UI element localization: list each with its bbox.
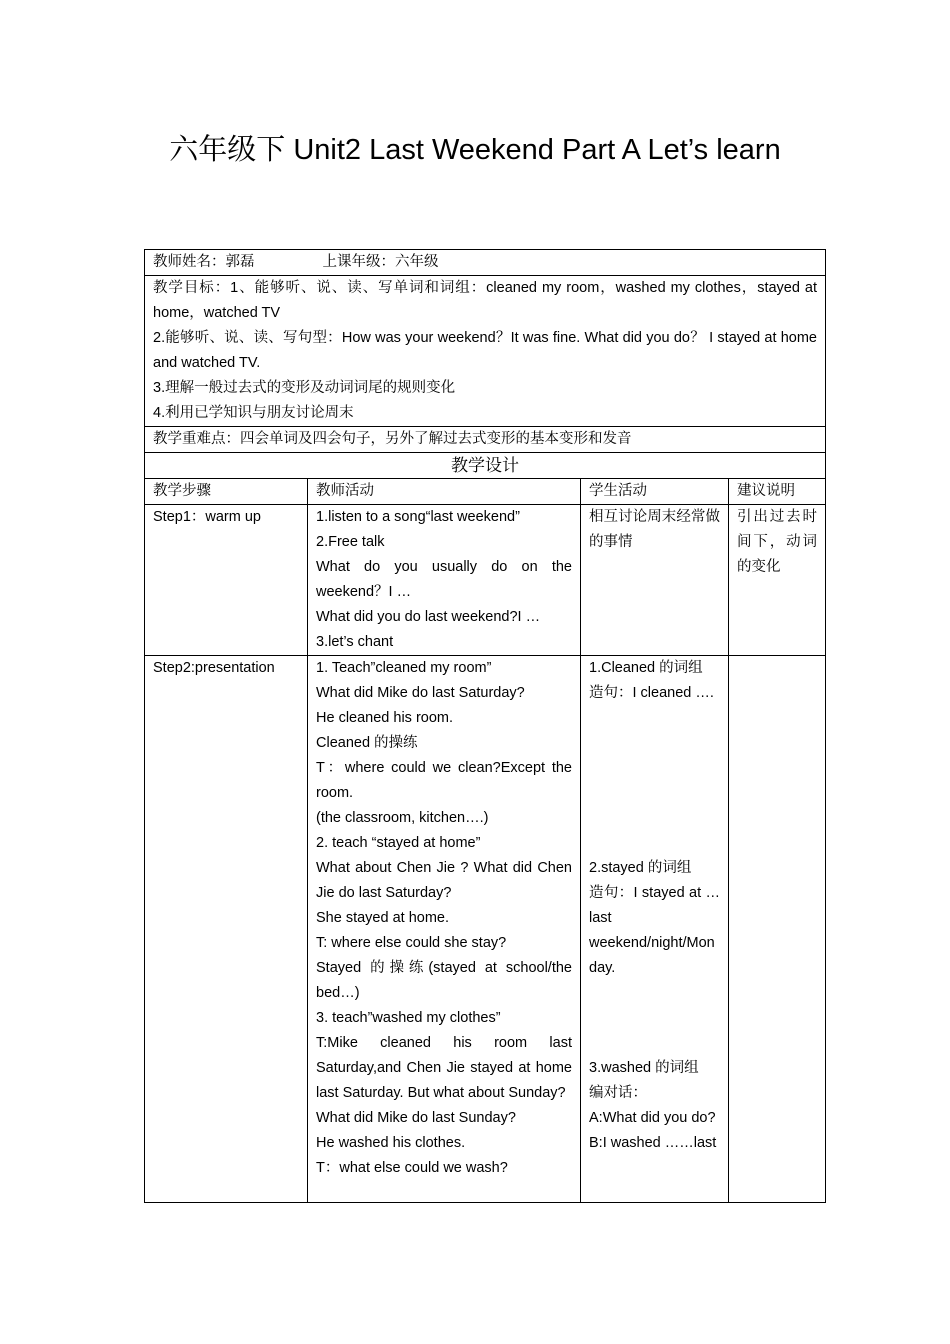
teacher-name: 教师姓名：郭磊 [153, 254, 255, 270]
teacher-line: What did you do last weekend?I … [316, 609, 541, 625]
step1-row [145, 505, 826, 656]
lesson-plan-table [144, 249, 826, 1203]
student-line: 造句：I cleaned …. [589, 685, 714, 701]
step1-student-activity: 相互讨论周末经常做的事情 [581, 505, 729, 656]
step1-note: 引出过去时间下，动词的变化 [729, 505, 826, 656]
teacher-line: He cleaned his room. [316, 710, 454, 726]
column-header-teacher: 教师活动 [308, 479, 581, 505]
key-points-cell: 教学重难点：四会单词及四会句子，另外了解过去式变形的基本变形和发音 [145, 427, 826, 453]
teacher-line: What about Chen Jie ? What did Chen Jie do last Saturday? [316, 860, 572, 901]
teacher-line: Stayed 的操练(stayed at school/the bed…) [316, 960, 572, 1001]
teacher-line: He washed his clothes. [316, 1135, 466, 1151]
header-row [145, 250, 826, 276]
teacher-line: What did Mike do last Sunday? [316, 1110, 516, 1126]
teacher-line: 2. teach “stayed at home” [316, 835, 481, 851]
step2-note [729, 656, 826, 1203]
teacher-line: T: where else could she stay? [316, 935, 507, 951]
teacher-line: T：what else could we wash? [316, 1160, 508, 1176]
objectives-row [145, 276, 826, 427]
key-points-row [145, 427, 826, 453]
step1-teacher-activity [308, 505, 581, 656]
objective-item: 4.利用已学知识与朋友讨论周末 [153, 405, 354, 421]
column-header-student: 学生活动 [581, 479, 729, 505]
teacher-info-cell [145, 250, 826, 276]
step2-name: Step2:presentation [145, 656, 308, 1203]
teacher-line: What did Mike do last Saturday? [316, 685, 525, 701]
design-title-row [145, 453, 826, 479]
column-header-row [145, 479, 826, 505]
step2-row [145, 656, 826, 1203]
teacher-line: 2.Free talk [316, 534, 385, 550]
teacher-line: 1. Teach”cleaned my room” [316, 660, 492, 676]
student-line: 1.Cleaned 的词组 [589, 660, 703, 676]
teacher-line: 3. teach”washed my clothes” [316, 1010, 501, 1026]
student-line: B:I washed ……last [589, 1135, 717, 1151]
step1-name: Step1：warm up [145, 505, 308, 656]
student-line: 造句：I stayed at …last weekend/night/Monday. [589, 885, 720, 976]
objective-item: 2.能够听、说、读、写句型：How was your weekend？It was fine. What did you do？ I stayed at home and watched TV. [153, 330, 817, 371]
teacher-line: (the classroom, kitchen….) [316, 810, 489, 826]
student-line: 2.stayed 的词组 [589, 860, 692, 876]
column-header-note: 建议说明 [729, 479, 826, 505]
teacher-line: Cleaned 的操练 [316, 735, 418, 751]
teacher-line: 1.listen to a song“last weekend” [316, 509, 520, 525]
teacher-line: What do you usually do on the weekend？I … [316, 559, 572, 600]
objective-item: 3.理解一般过去式的变形及动词词尾的规则变化 [153, 380, 456, 396]
teacher-line: T:Mike cleaned his room last Saturday,and Chen Jie stayed at home last Saturday. But what about Sunday? [316, 1035, 572, 1101]
teacher-line: She stayed at home. [316, 910, 449, 926]
teacher-line: T：where could we clean?Except the room. [316, 760, 572, 801]
teacher-line: 3.let’s chant [316, 634, 394, 650]
step2-student-activity [581, 656, 729, 1203]
document-title: 六年级下 Unit2 Last Weekend Part A Let’s learn [169, 134, 781, 166]
student-line: 编对话： [589, 1085, 647, 1101]
student-line: 3.washed 的词组 [589, 1060, 699, 1076]
objectives-cell [145, 276, 826, 427]
objective-item: 教学目标：1、能够听、说、读、写单词和词组：cleaned my room，washed my clothes，stayed at home，watched TV [153, 280, 817, 321]
design-title: 教学设计 [145, 453, 826, 479]
column-header-step: 教学步骤 [145, 479, 308, 505]
student-line: A:What did you do? [589, 1110, 716, 1126]
class-grade: 上课年级：六年级 [322, 254, 439, 270]
step2-teacher-activity [308, 656, 581, 1203]
